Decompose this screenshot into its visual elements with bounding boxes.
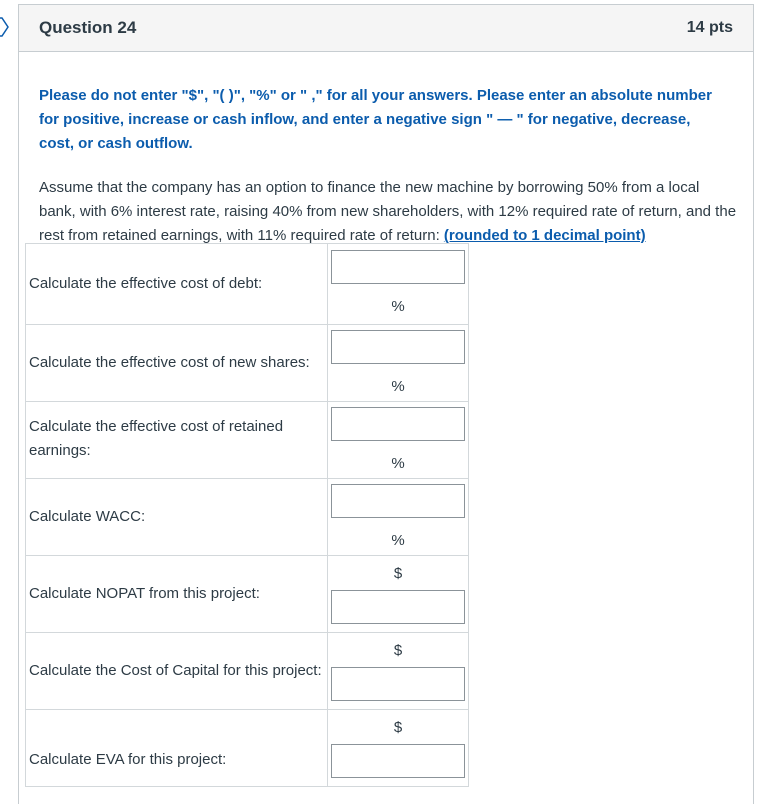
answer-input-wacc[interactable]: [331, 484, 465, 518]
table-row: [26, 479, 469, 556]
row-label: Calculate WACC:: [26, 479, 328, 556]
question-title: Question 24: [39, 18, 137, 37]
row-label: Calculate the effective cost of debt:: [26, 244, 328, 325]
answer-input-cost-of-debt[interactable]: [331, 250, 465, 284]
answer-input-nopat[interactable]: [331, 590, 465, 624]
rounding-link[interactable]: (rounded to 1 decimal point): [443, 227, 646, 244]
question-header: [19, 5, 753, 52]
answer-table: [25, 243, 469, 787]
table-row: [26, 710, 469, 787]
answer-cell: [328, 244, 469, 325]
table-row: [26, 633, 469, 710]
percent-unit: %: [391, 455, 405, 472]
row-label: Calculate the effective cost of retained earnings:: [26, 402, 328, 479]
answer-input-cost-of-new-shares[interactable]: [331, 330, 465, 364]
percent-unit: %: [391, 532, 405, 549]
answer-cell: [328, 556, 469, 633]
answer-input-eva[interactable]: [331, 744, 465, 778]
question-body: [19, 52, 753, 248]
assumption-text: [39, 176, 739, 248]
bookmark-flag-icon[interactable]: [0, 16, 10, 38]
answer-cell: [328, 325, 469, 402]
table-row: [26, 325, 469, 402]
row-label: Calculate the effective cost of new shares:: [26, 325, 328, 402]
dollar-unit: $: [393, 564, 403, 582]
answer-cell: [328, 633, 469, 710]
table-row: [26, 244, 469, 325]
answer-cell: [328, 479, 469, 556]
answer-cell: [328, 402, 469, 479]
row-label: Calculate EVA for this project:: [26, 710, 328, 787]
row-label: Calculate the Cost of Capital for this project:: [26, 633, 328, 710]
dollar-unit: $: [393, 641, 403, 659]
row-label: Calculate NOPAT from this project:: [26, 556, 328, 633]
answer-cell: [328, 710, 469, 787]
table-row: [26, 556, 469, 633]
percent-unit: %: [391, 378, 405, 395]
table-row: [26, 402, 469, 479]
question-points: 14 pts: [686, 19, 733, 36]
answer-input-cost-of-retained-earnings[interactable]: [331, 407, 465, 441]
percent-unit: %: [391, 298, 405, 315]
instructions-text: Please do not enter "$", "( )", "%" or " ," for all your answers. Please enter an absolute number for positive, increase or cash inflow, and enter a negative sign " — " for negative, decrease, cost, or cash outflow.: [39, 87, 712, 152]
answer-input-cost-of-capital[interactable]: [331, 667, 465, 701]
dollar-unit: $: [393, 718, 403, 736]
assumption-body: Assume that the company has an option to finance the new machine by borrowing 50% from a local bank, with 6% interest rate, raising 40% from new shareholders, with 12% required rate of return, and the rest from retained earnings, with 11% required rate of return:: [39, 179, 737, 244]
